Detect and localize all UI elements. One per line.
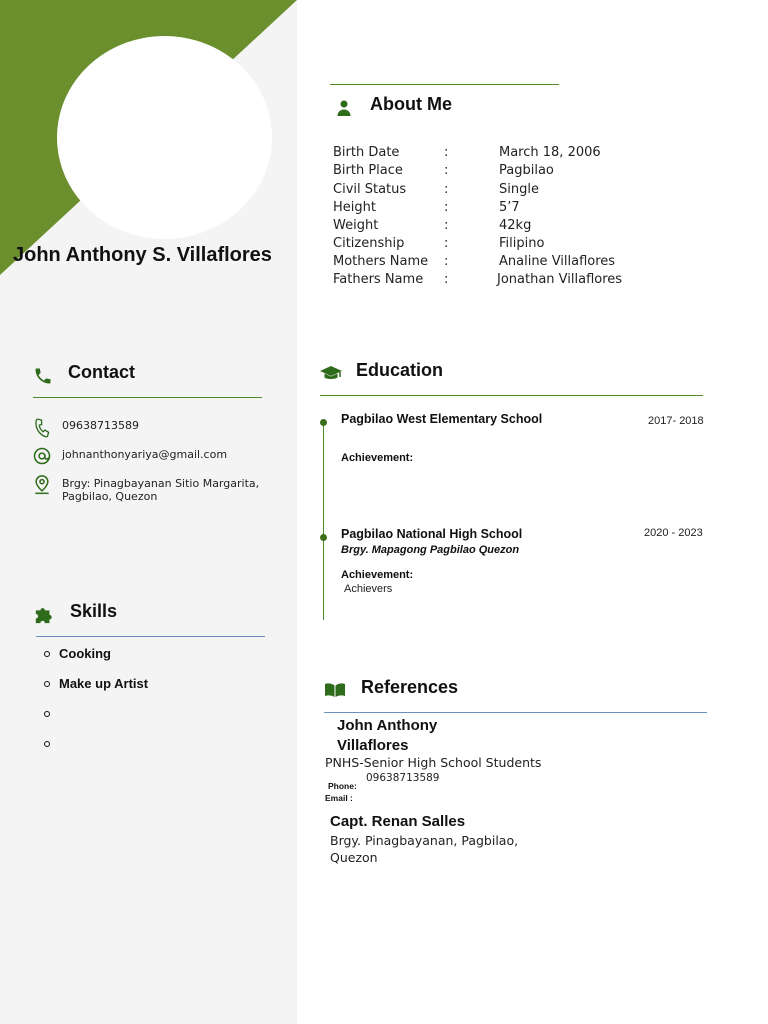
contact-email: johnanthonyariya@gmail.com [62, 448, 228, 461]
at-sign-icon [32, 446, 52, 466]
bullet-icon [44, 681, 50, 687]
bullet-icon [44, 651, 50, 657]
about-value: Filipino [499, 236, 545, 251]
references-title: References [361, 677, 459, 697]
about-label: Birth Date [333, 145, 400, 160]
about-label: Birth Place [333, 163, 403, 178]
education-years: 2017- 2018 [648, 415, 704, 427]
timeline-dot [320, 534, 327, 541]
reference-name-line1: John Anthony [337, 717, 438, 734]
about-row [333, 272, 623, 287]
about-label: Citizenship [333, 236, 405, 251]
about-row [333, 145, 601, 160]
about-row [333, 182, 539, 197]
education-location: Brgy. Mapagong Pagbilao Quezon [341, 544, 520, 556]
education-title: Education [356, 360, 444, 380]
location-pin-icon [32, 474, 52, 496]
about-value: March 18, 2006 [499, 145, 601, 160]
about-label: Fathers Name [333, 272, 424, 287]
bullet-icon [44, 741, 50, 747]
about-row [333, 254, 616, 269]
about-label: Mothers Name [333, 254, 429, 269]
profile-photo-placeholder [57, 36, 272, 239]
education-achievement: Achievers [344, 583, 393, 595]
about-label: Height [333, 200, 376, 215]
puzzle-icon [33, 604, 55, 624]
about-label: Weight [333, 218, 379, 233]
about-value: Pagbilao [499, 163, 554, 178]
about-value: Jonathan Villaflores [497, 272, 623, 287]
contact-divider [33, 397, 262, 398]
reference-email-label: Email : [325, 793, 353, 803]
contact-address-line1: Brgy: Pinagbayanan Sitio Margarita, [62, 477, 260, 490]
about-separator: : [444, 163, 449, 178]
reference-name-line2: Villaflores [337, 737, 409, 754]
about-row [333, 218, 532, 233]
about-separator: : [444, 236, 449, 251]
skill-item [44, 706, 59, 721]
about-value: 42kg [499, 218, 532, 233]
reference2-address-line2: Quezon [330, 850, 378, 865]
about-value: 5’7 [499, 200, 520, 215]
education-timeline-line [323, 420, 324, 620]
person-icon [336, 99, 352, 117]
full-name: John Anthony S. Villaflores [13, 244, 272, 266]
reference2-name: Capt. Renan Salles [330, 813, 466, 830]
timeline-dot [320, 419, 327, 426]
about-separator: : [444, 218, 449, 233]
contact-phone: 09638713589 [62, 419, 139, 432]
reference-phone-label: Phone: [328, 781, 357, 791]
contact-title: Contact [68, 362, 135, 382]
about-separator: : [444, 145, 449, 160]
reference-organization: PNHS-Senior High School Students [325, 755, 542, 770]
reference-phone: 09638713589 [366, 772, 440, 784]
skill-item [44, 736, 59, 751]
education-years: 2020 - 2023 [644, 527, 703, 539]
about-separator: : [444, 272, 449, 287]
contact-address-line2: Pagbilao, Quezon [62, 490, 158, 503]
skill-item: Cooking [44, 646, 111, 661]
references-divider [324, 712, 707, 713]
education-achievement-label: Achievement: [341, 452, 414, 464]
open-book-icon [324, 682, 346, 698]
about-row [333, 200, 520, 215]
about-separator: : [444, 200, 449, 215]
about-label: Civil Status [333, 182, 407, 197]
about-divider [330, 84, 559, 85]
about-row [333, 163, 554, 178]
reference2-address-line1: Brgy. Pinagbayanan, Pagbilao, [330, 833, 519, 848]
about-title: About Me [370, 94, 452, 114]
bullet-icon [44, 711, 50, 717]
skills-divider [36, 636, 265, 637]
education-school: Pagbilao National High School [341, 527, 523, 541]
about-separator: : [444, 182, 449, 197]
skill-item: Make up Artist [44, 676, 148, 691]
about-separator: : [444, 254, 449, 269]
phone-outline-icon [32, 418, 52, 438]
skills-title: Skills [70, 601, 118, 621]
about-value: Single [499, 182, 539, 197]
phone-icon [33, 366, 53, 386]
about-value: Analine Villaflores [499, 254, 616, 269]
education-school: Pagbilao West Elementary School [341, 412, 543, 426]
about-row [333, 236, 545, 251]
education-achievement-label: Achievement: [341, 569, 414, 581]
education-divider [320, 395, 703, 396]
graduation-cap-icon [319, 364, 343, 382]
